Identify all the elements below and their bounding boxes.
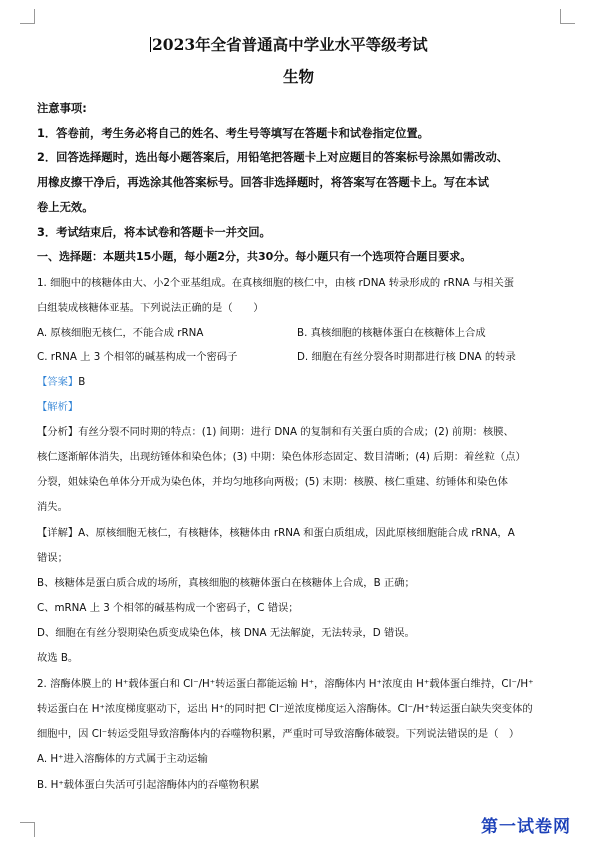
q1-analysis-line-4: 消失。	[37, 501, 68, 513]
notice-item-2-line-3: 卷上无效。	[37, 201, 94, 214]
q1-conclusion: 故选 B。	[37, 652, 79, 664]
q1-stem-line-2: 白组装成核糖体亚基。下列说法正确的是（ ）	[37, 302, 264, 314]
section-heading: 一、选择题：本题共15小题，每小题2分，共30分。每小题只有一个选项符合题目要求。	[37, 250, 472, 263]
q1-option-a: A. 原核细胞无核仁，不能合成 rRNA	[37, 327, 204, 339]
crop-mark-bottom-left	[20, 822, 35, 837]
q1-analysis-line-3: 分裂，姐妹染色单体分开成为染色体，并均匀地移向两极；(5) 末期：核膜、核仁重建、纺锤体和染色体	[37, 476, 508, 488]
q1-option-b: B. 真核细胞的核糖体蛋白在核糖体上合成	[297, 327, 486, 339]
subject-title: 生物	[283, 67, 315, 86]
q1-option-c: C. rRNA 上 3 个相邻的碱基构成一个密码子	[37, 351, 238, 363]
site-watermark-logo: 第一试卷网	[481, 817, 571, 837]
crop-mark-top-left	[20, 9, 35, 24]
q1-option-d: D. 细胞在有丝分裂各时期都进行核 DNA 的转录	[297, 351, 516, 363]
notice-heading: 注意事项:	[37, 102, 87, 115]
answer-value: B	[78, 376, 86, 388]
notice-item-2-line-2: 用橡皮擦干净后，再选涂其他答案标号。回答非选择题时，将答案写在答题卡上。写在本试	[37, 176, 489, 189]
q1-detail-c: C、mRNA 上 3 个相邻的碱基构成一个密码子，C 错误；	[37, 602, 299, 614]
q2-stem-line-3: 细胞中，因 Cl⁻转运受阻导致溶酶体内的吞噬物积累，严重时可导致溶酶体破裂。下列说法错误的是（ ）	[37, 728, 520, 740]
q1-detail-b: B、核糖体是蛋白质合成的场所，真核细胞的核糖体蛋白在核糖体上合成，B 正确；	[37, 577, 415, 589]
notice-item-2-line-1: 2．回答选择题时，选出每小题答案后，用铅笔把答题卡上对应题目的答案标号涂黑如需改动、	[37, 151, 509, 164]
q1-detail-d: D、细胞在有丝分裂期染色质变成染色体，核 DNA 无法解旋，无法转录，D 错误。	[37, 627, 415, 639]
q2-stem-line-2: 转运蛋白在 H⁺浓度梯度驱动下，运出 H⁺的同时把 Cl⁻逆浓度梯度运入溶酶体。Cl⁻/H⁺转运蛋白缺失突变体的	[37, 703, 533, 715]
answer-tag: 【答案】	[37, 376, 79, 388]
exam-title: 2023年全省普通高中学业水平等级考试	[152, 35, 428, 54]
q1-analysis-line-1: 【分析】有丝分裂不同时期的特点：(1) 间期：进行 DNA 的复制和有关蛋白质的合成；(2) 前期：核膜、	[37, 426, 514, 438]
q2-option-b: B. H⁺载体蛋白失活可引起溶酶体内的吞噬物积累	[37, 779, 260, 791]
q2-option-a: A. H⁺进入溶酶体的方式属于主动运输	[37, 753, 208, 765]
text-cursor	[150, 37, 151, 52]
q1-analysis-line-2: 核仁逐渐解体消失，出现纺锤体和染色体；(3) 中期：染色体形态固定、数目清晰；(4) 后期：着丝粒（点）	[37, 451, 526, 463]
q1-detail-line-2: 错误；	[37, 552, 68, 564]
q1-answer	[37, 375, 85, 389]
notice-item-1: 1．答卷前，考生务必将自己的姓名、考生号等填写在答题卡和试卷指定位置。	[37, 127, 429, 140]
q2-stem-line-1: 2. 溶酶体膜上的 H⁺载体蛋白和 Cl⁻/H⁺转运蛋白都能运输 H⁺，溶酶体内 H⁺浓度由 H⁺载体蛋白维持，Cl⁻/H⁺	[37, 678, 534, 690]
q1-stem-line-1: 1. 细胞中的核糖体由大、小2个亚基组成。在真核细胞的核仁中，由核 rDNA 转录形成的 rRNA 与相关蛋	[37, 277, 515, 289]
crop-mark-top-right	[560, 9, 575, 24]
notice-item-3: 3．考试结束后，将本试卷和答题卡一并交回。	[37, 226, 271, 239]
q1-detail-line-1: 【详解】A、原核细胞无核仁，有核糖体，核糖体由 rRNA 和蛋白质组成，因此原核细胞能合成 rRNA，A	[37, 527, 515, 539]
analysis-tag: 【解析】	[37, 401, 79, 413]
